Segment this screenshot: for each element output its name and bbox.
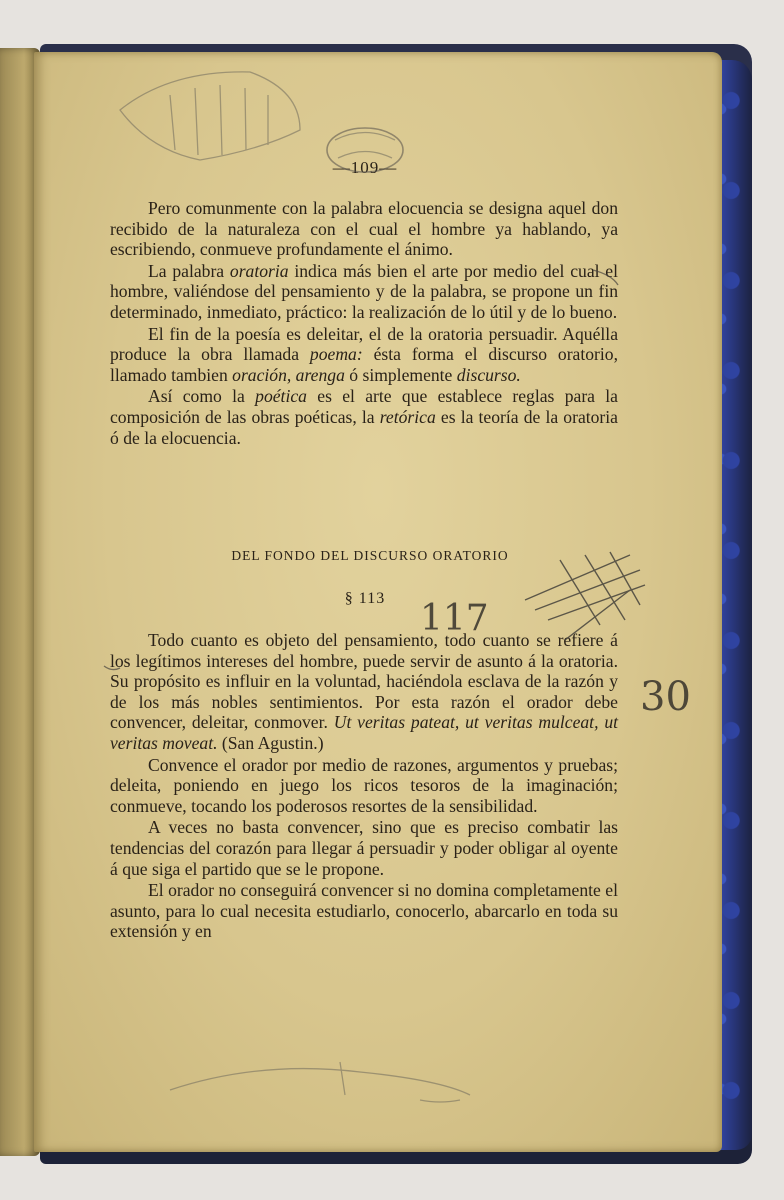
text-run: A veces no basta convencer, sino que es preciso combatir las tendencias del corazón para llegar á persuadir y poder obligar al oyente á que siga el partido que se le propone. <box>110 817 618 879</box>
page-number: —109— <box>332 158 398 177</box>
text-block-top <box>110 198 618 448</box>
handwritten-margin-note: 30 <box>640 674 691 720</box>
paragraph <box>110 630 618 754</box>
italic-text: poética <box>255 386 307 407</box>
italic-text: oración, arenga <box>232 364 345 385</box>
text-run: es el arte que establece reglas para la composición de las obras poéticas, la <box>110 386 618 427</box>
text-run: Pero comunmente con la palabra elocuencia se designa aquel don recibido de la naturaleza con el cual el hombre ya hablando, ya escribiendo, conmueve profundamente el ánimo. <box>110 198 618 260</box>
section-number: § 113 <box>344 590 386 607</box>
text-run: (San Agustin.) <box>217 732 324 753</box>
paragraph <box>110 880 618 942</box>
italic-text: discurso. <box>456 364 521 385</box>
text-run: El orador no conseguirá convencer si no domina completamente el asunto, para lo cual necesita estudiarlo, conocerlo, abarcarlo en toda su extensión y en <box>110 880 618 942</box>
handwritten-section-note: 117 <box>420 598 489 639</box>
text-run: La palabra <box>148 260 230 281</box>
paragraph <box>110 261 618 323</box>
paragraph <box>110 817 618 879</box>
text-run: ó simplemente <box>344 364 457 385</box>
text-run: indica más bien el arte por medio del cual el hombre, valiéndose del pensamiento y de la palabra, se propone un fin determinado, inmediato, práctico: la realización de lo útil y de lo bueno. <box>110 260 618 322</box>
section-heading: DEL FONDO DEL DISCURSO ORATORIO <box>231 548 509 563</box>
italic-text: retórica <box>379 406 436 427</box>
text-run: El fin de la poesía es deleitar, el de la oratoria persuadir. Aquélla produce la obra llamada <box>110 323 618 365</box>
text-run: es la teoría de la oratoria ó de la elocuencia. <box>110 406 618 448</box>
text-run: Así como la <box>148 386 256 407</box>
italic-text: poema: <box>309 344 363 365</box>
paragraph <box>110 755 618 817</box>
italic-text: oratoria <box>229 260 289 281</box>
paragraph <box>110 198 618 260</box>
text-run: Convence el orador por medio de razones, argumentos y pruebas; deleita, poniendo en juego los ricos tesoros de la imaginación; conmueve, tocando los poderosos resortes de la sensibilidad. <box>110 754 618 816</box>
paragraph <box>110 386 618 448</box>
italic-text: Ut veritas pateat, ut veritas mulceat, ut veritas moveat. <box>110 712 619 753</box>
text-block-bottom <box>110 630 618 942</box>
paragraph <box>110 324 618 386</box>
text-run: Todo cuanto es objeto del pensamiento, todo cuanto se refiere á los legítimos intereses del hombre, puede servir de asunto á la oratoria. Su propósito es influir en la voluntad, haciéndola esclava de la razón y de los más nobles sentimientos. Por esta razón el orador debe convencer, deleitar, conmover. <box>110 630 618 733</box>
text-run: ésta forma el discurso oratorio, llamado tambien <box>110 344 618 385</box>
